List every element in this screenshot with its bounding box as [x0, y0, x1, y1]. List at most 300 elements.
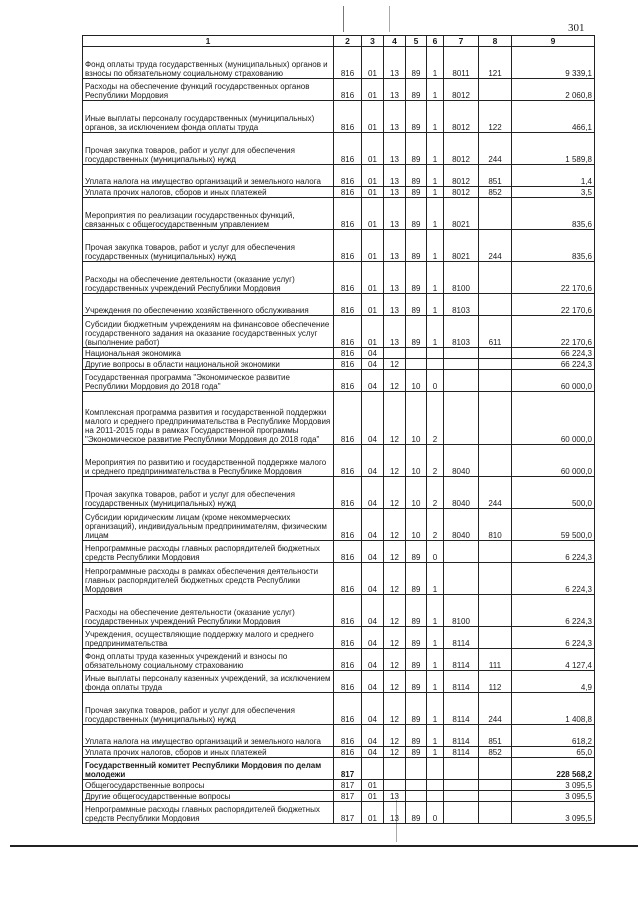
row-code-cell: 04	[362, 595, 384, 627]
row-name-cell: Расходы на обеспечение деятельности (оказание услуг) государственных учреждений Республики Мордовия	[83, 595, 334, 627]
row-code-cell: 816	[334, 595, 362, 627]
row-name-cell: Расходы на обеспечение функций государственных органов Республики Мордовия	[83, 79, 334, 101]
row-code-cell: 89	[406, 230, 427, 262]
row-code-cell	[479, 758, 512, 780]
row-sum-cell: 3 095,5	[512, 791, 595, 802]
row-code-cell: 816	[334, 348, 362, 359]
row-sum-cell: 6 224,3	[512, 595, 595, 627]
row-code-cell: 12	[384, 693, 406, 725]
row-code-cell: 13	[384, 101, 406, 133]
row-code-cell: 13	[384, 187, 406, 198]
header-cell: 2	[334, 36, 362, 47]
row-code-cell	[406, 780, 427, 791]
row-code-cell: 816	[334, 392, 362, 445]
row-code-cell	[479, 780, 512, 791]
row-code-cell: 13	[384, 802, 406, 824]
row-code-cell: 2	[427, 445, 444, 477]
row-code-cell	[479, 595, 512, 627]
row-code-cell: 13	[384, 198, 406, 230]
table-row	[83, 509, 595, 541]
page-number: 301	[568, 22, 585, 34]
row-code-cell: 12	[384, 359, 406, 370]
row-code-cell: 1	[427, 316, 444, 348]
row-sum-cell: 60 000,0	[512, 370, 595, 392]
row-code-cell: 01	[362, 47, 384, 79]
table-row	[83, 445, 595, 477]
header-cell: 7	[444, 36, 479, 47]
row-name-cell: Расходы на обеспечение деятельности (оказание услуг) государственных учреждений Республики Мордовия	[83, 262, 334, 294]
row-name-cell: Другие вопросы в области национальной экономики	[83, 359, 334, 370]
row-code-cell: 852	[479, 187, 512, 198]
row-code-cell: 13	[384, 79, 406, 101]
row-code-cell: 04	[362, 671, 384, 693]
row-code-cell: 01	[362, 187, 384, 198]
row-code-cell: 12	[384, 509, 406, 541]
row-code-cell	[479, 79, 512, 101]
row-code-cell: 8114	[444, 693, 479, 725]
row-code-cell: 04	[362, 477, 384, 509]
row-code-cell	[362, 758, 384, 780]
row-code-cell: 89	[406, 671, 427, 693]
row-code-cell: 816	[334, 79, 362, 101]
row-code-cell: 816	[334, 47, 362, 79]
header-cell: 3	[362, 36, 384, 47]
row-code-cell: 04	[362, 348, 384, 359]
row-code-cell: 2	[427, 392, 444, 445]
row-code-cell	[384, 348, 406, 359]
row-code-cell	[444, 348, 479, 359]
row-code-cell: 851	[479, 165, 512, 187]
row-code-cell: 13	[384, 230, 406, 262]
row-code-cell: 01	[362, 79, 384, 101]
table-row	[83, 392, 595, 445]
row-code-cell: 89	[406, 693, 427, 725]
row-sum-cell: 228 568,2	[512, 758, 595, 780]
row-code-cell: 12	[384, 541, 406, 563]
row-name-cell: Прочая закупка товаров, работ и услуг для обеспечения государственных (муниципальных) нужд	[83, 230, 334, 262]
row-code-cell: 89	[406, 165, 427, 187]
row-code-cell: 8012	[444, 101, 479, 133]
row-code-cell: 816	[334, 563, 362, 595]
row-code-cell: 8040	[444, 509, 479, 541]
row-code-cell	[406, 348, 427, 359]
row-code-cell: 0	[427, 802, 444, 824]
row-sum-cell: 60 000,0	[512, 445, 595, 477]
row-sum-cell: 835,6	[512, 230, 595, 262]
row-code-cell: 01	[362, 262, 384, 294]
row-code-cell: 1	[427, 627, 444, 649]
row-code-cell: 04	[362, 445, 384, 477]
row-sum-cell: 1 589,8	[512, 133, 595, 165]
table-row	[83, 802, 595, 824]
row-code-cell: 01	[362, 230, 384, 262]
row-name-cell: Непрограммные расходы главных распорядителей бюджетных средств Республики Мордовия	[83, 541, 334, 563]
table-row	[83, 627, 595, 649]
row-sum-cell: 6 224,3	[512, 563, 595, 595]
row-code-cell: 89	[406, 802, 427, 824]
row-sum-cell: 500,0	[512, 477, 595, 509]
table-row	[83, 101, 595, 133]
row-name-cell: Комплексная программа развития и государственной поддержки малого и среднего предпринимательства в Республике Мордовия на 2011-2015 годы в рамках Государственной программы "Экономическое развитие Республики Мордовия до 2018 года"	[83, 392, 334, 445]
row-sum-cell: 4,9	[512, 671, 595, 693]
row-code-cell: 01	[362, 791, 384, 802]
row-code-cell: 01	[362, 780, 384, 791]
row-code-cell: 1	[427, 671, 444, 693]
budget-table	[82, 35, 595, 824]
row-code-cell: 8114	[444, 627, 479, 649]
row-code-cell: 89	[406, 595, 427, 627]
row-code-cell	[479, 294, 512, 316]
row-code-cell: 01	[362, 802, 384, 824]
row-code-cell: 8040	[444, 477, 479, 509]
table-row	[83, 79, 595, 101]
row-code-cell: 04	[362, 563, 384, 595]
row-code-cell: 8011	[444, 47, 479, 79]
row-code-cell: 1	[427, 101, 444, 133]
row-code-cell: 8012	[444, 187, 479, 198]
table-row	[83, 47, 595, 79]
row-code-cell: 89	[406, 541, 427, 563]
table-row	[83, 541, 595, 563]
row-sum-cell: 1,4	[512, 165, 595, 187]
row-code-cell	[406, 791, 427, 802]
row-code-cell: 04	[362, 693, 384, 725]
row-code-cell	[444, 758, 479, 780]
table-row	[83, 780, 595, 791]
row-code-cell: 01	[362, 198, 384, 230]
header-cell: 9	[512, 36, 595, 47]
row-code-cell: 851	[479, 725, 512, 747]
header-cell: 4	[384, 36, 406, 47]
row-sum-cell: 9 339,1	[512, 47, 595, 79]
row-code-cell: 816	[334, 627, 362, 649]
row-code-cell: 244	[479, 133, 512, 165]
row-code-cell: 1	[427, 230, 444, 262]
row-name-cell: Уплата прочих налогов, сборов и иных платежей	[83, 747, 334, 758]
row-code-cell	[444, 359, 479, 370]
row-code-cell: 12	[384, 477, 406, 509]
row-sum-cell: 1 408,8	[512, 693, 595, 725]
row-name-cell: Субсидии бюджетным учреждениям на финансовое обеспечение государственного задания на оказание государственных услуг (выполнение работ)	[83, 316, 334, 348]
row-code-cell	[479, 541, 512, 563]
row-code-cell: 13	[384, 165, 406, 187]
row-name-cell: Другие общегосударственные вопросы	[83, 791, 334, 802]
row-code-cell: 816	[334, 671, 362, 693]
row-code-cell: 12	[384, 649, 406, 671]
row-code-cell: 13	[384, 47, 406, 79]
row-name-cell: Уплата налога на имущество организаций и земельного налога	[83, 165, 334, 187]
table-row	[83, 370, 595, 392]
row-code-cell	[479, 392, 512, 445]
table-row	[83, 316, 595, 348]
table-row	[83, 791, 595, 802]
row-code-cell: 89	[406, 725, 427, 747]
row-code-cell: 01	[362, 316, 384, 348]
row-code-cell	[406, 359, 427, 370]
row-code-cell: 89	[406, 563, 427, 595]
row-code-cell: 1	[427, 725, 444, 747]
table-row	[83, 747, 595, 758]
row-sum-cell: 835,6	[512, 198, 595, 230]
row-sum-cell: 59 500,0	[512, 509, 595, 541]
row-code-cell	[479, 445, 512, 477]
table-row	[83, 359, 595, 370]
row-code-cell: 10	[406, 477, 427, 509]
table-header-row	[83, 36, 595, 47]
page-bottom-rule	[10, 845, 638, 847]
row-code-cell: 816	[334, 133, 362, 165]
row-code-cell: 1	[427, 198, 444, 230]
row-code-cell: 12	[384, 725, 406, 747]
row-code-cell: 12	[384, 627, 406, 649]
row-code-cell	[479, 348, 512, 359]
row-code-cell: 816	[334, 187, 362, 198]
row-code-cell: 8114	[444, 671, 479, 693]
row-code-cell: 89	[406, 316, 427, 348]
row-code-cell: 01	[362, 101, 384, 133]
row-code-cell: 816	[334, 165, 362, 187]
row-name-cell: Прочая закупка товаров, работ и услуг для обеспечения государственных (муниципальных) нужд	[83, 693, 334, 725]
row-name-cell: Иные выплаты персоналу государственных (муниципальных) органов, за исключением фонда оплаты труда	[83, 101, 334, 133]
row-code-cell: 04	[362, 649, 384, 671]
header-cell: 8	[479, 36, 512, 47]
row-code-cell: 1	[427, 133, 444, 165]
row-code-cell: 12	[384, 747, 406, 758]
row-code-cell	[406, 758, 427, 780]
row-sum-cell: 3,5	[512, 187, 595, 198]
row-code-cell: 10	[406, 445, 427, 477]
row-code-cell: 8103	[444, 294, 479, 316]
row-code-cell: 04	[362, 725, 384, 747]
row-code-cell: 12	[384, 671, 406, 693]
row-code-cell: 12	[384, 563, 406, 595]
row-code-cell: 1	[427, 165, 444, 187]
scan-mark-top	[343, 6, 344, 32]
row-code-cell: 04	[362, 509, 384, 541]
row-code-cell: 89	[406, 627, 427, 649]
row-code-cell: 816	[334, 649, 362, 671]
row-code-cell: 12	[384, 595, 406, 627]
row-code-cell: 8012	[444, 165, 479, 187]
row-name-cell: Общегосударственные вопросы	[83, 780, 334, 791]
row-code-cell: 816	[334, 725, 362, 747]
row-code-cell: 04	[362, 392, 384, 445]
row-code-cell: 1	[427, 595, 444, 627]
row-code-cell: 816	[334, 693, 362, 725]
row-name-cell: Иные выплаты персоналу казенных учреждений, за исключением фонда оплаты труда	[83, 671, 334, 693]
row-name-cell: Непрограммные расходы в рамках обеспечения деятельности главных распорядителей бюджетных средств Республики Мордовия	[83, 563, 334, 595]
row-code-cell	[444, 563, 479, 595]
row-code-cell: 89	[406, 262, 427, 294]
row-code-cell: 810	[479, 509, 512, 541]
row-name-cell: Учреждения по обеспечению хозяйственного обслуживания	[83, 294, 334, 316]
row-code-cell: 8100	[444, 595, 479, 627]
row-name-cell: Субсидии юридическим лицам (кроме некоммерческих организаций), индивидуальным предпринимателям, физическим лицам	[83, 509, 334, 541]
row-code-cell: 8012	[444, 79, 479, 101]
row-code-cell	[479, 802, 512, 824]
row-code-cell: 817	[334, 758, 362, 780]
row-code-cell	[444, 791, 479, 802]
row-code-cell	[479, 370, 512, 392]
row-code-cell: 0	[427, 370, 444, 392]
row-code-cell: 1	[427, 563, 444, 595]
row-name-cell: Мероприятия по реализации государственных функций, связанных с общегосударственным управлением	[83, 198, 334, 230]
row-code-cell: 816	[334, 747, 362, 758]
table-body	[83, 47, 595, 824]
row-code-cell: 8021	[444, 198, 479, 230]
row-code-cell: 01	[362, 133, 384, 165]
row-sum-cell: 65,0	[512, 747, 595, 758]
table-row	[83, 693, 595, 725]
row-code-cell: 04	[362, 541, 384, 563]
row-code-cell: 816	[334, 445, 362, 477]
row-code-cell: 817	[334, 802, 362, 824]
row-code-cell: 8021	[444, 230, 479, 262]
table-row	[83, 198, 595, 230]
row-code-cell: 816	[334, 359, 362, 370]
table-row	[83, 671, 595, 693]
row-code-cell: 816	[334, 477, 362, 509]
row-code-cell: 04	[362, 627, 384, 649]
row-sum-cell: 466,1	[512, 101, 595, 133]
row-code-cell: 12	[384, 370, 406, 392]
table-row	[83, 294, 595, 316]
table-row	[83, 477, 595, 509]
row-code-cell: 01	[362, 165, 384, 187]
row-sum-cell: 6 224,3	[512, 627, 595, 649]
row-code-cell: 112	[479, 671, 512, 693]
row-code-cell	[384, 780, 406, 791]
table-row	[83, 595, 595, 627]
row-code-cell: 8012	[444, 133, 479, 165]
row-name-cell: Фонд оплаты труда государственных (муниципальных) органов и взносы по обязательному социальному страхованию	[83, 47, 334, 79]
row-sum-cell: 60 000,0	[512, 392, 595, 445]
row-code-cell: 8103	[444, 316, 479, 348]
row-name-cell: Государственный комитет Республики Мордовия по делам молодежи	[83, 758, 334, 780]
row-code-cell: 89	[406, 187, 427, 198]
row-code-cell: 8114	[444, 725, 479, 747]
row-sum-cell: 2 060,8	[512, 79, 595, 101]
row-sum-cell: 66 224,3	[512, 359, 595, 370]
row-name-cell: Мероприятия по развитию и государственной поддержке малого и среднего предпринимательства в Республике Мордовия	[83, 445, 334, 477]
row-code-cell: 817	[334, 780, 362, 791]
row-code-cell	[479, 262, 512, 294]
row-code-cell: 13	[384, 133, 406, 165]
row-code-cell: 04	[362, 359, 384, 370]
row-code-cell: 121	[479, 47, 512, 79]
row-name-cell: Государственная программа "Экономическое развитие Республики Мордовия до 2018 года"	[83, 370, 334, 392]
table-row	[83, 348, 595, 359]
row-code-cell: 8114	[444, 747, 479, 758]
row-name-cell: Фонд оплаты труда казенных учреждений и взносы по обязательному социальному страхованию	[83, 649, 334, 671]
row-code-cell	[427, 780, 444, 791]
row-code-cell: 2	[427, 509, 444, 541]
row-code-cell: 816	[334, 509, 362, 541]
row-name-cell: Уплата налога на имущество организаций и земельного налога	[83, 725, 334, 747]
row-code-cell: 10	[406, 509, 427, 541]
table-row	[83, 133, 595, 165]
row-code-cell	[479, 198, 512, 230]
row-code-cell: 04	[362, 747, 384, 758]
row-sum-cell: 4 127,4	[512, 649, 595, 671]
row-code-cell: 611	[479, 316, 512, 348]
row-code-cell: 244	[479, 477, 512, 509]
row-sum-cell: 22 170,6	[512, 294, 595, 316]
row-sum-cell: 6 224,3	[512, 541, 595, 563]
row-code-cell: 2	[427, 477, 444, 509]
table-row	[83, 165, 595, 187]
row-code-cell: 816	[334, 198, 362, 230]
row-code-cell: 816	[334, 370, 362, 392]
row-code-cell	[444, 780, 479, 791]
row-code-cell: 816	[334, 316, 362, 348]
row-code-cell: 12	[384, 392, 406, 445]
table-row	[83, 187, 595, 198]
row-code-cell: 111	[479, 649, 512, 671]
row-code-cell	[427, 791, 444, 802]
row-code-cell: 89	[406, 198, 427, 230]
row-code-cell: 89	[406, 294, 427, 316]
row-code-cell: 1	[427, 79, 444, 101]
row-code-cell: 01	[362, 294, 384, 316]
row-name-cell: Прочая закупка товаров, работ и услуг для обеспечения государственных (муниципальных) нужд	[83, 133, 334, 165]
row-code-cell	[427, 758, 444, 780]
row-code-cell: 13	[384, 316, 406, 348]
row-code-cell: 1	[427, 649, 444, 671]
row-code-cell	[384, 758, 406, 780]
row-code-cell: 13	[384, 791, 406, 802]
row-code-cell: 816	[334, 262, 362, 294]
row-name-cell: Национальная экономика	[83, 348, 334, 359]
row-sum-cell: 22 170,6	[512, 316, 595, 348]
row-code-cell: 816	[334, 541, 362, 563]
row-code-cell: 89	[406, 79, 427, 101]
table-row	[83, 725, 595, 747]
header-cell: 5	[406, 36, 427, 47]
table-row	[83, 563, 595, 595]
header-cell: 6	[427, 36, 444, 47]
row-code-cell: 0	[427, 541, 444, 563]
row-code-cell: 122	[479, 101, 512, 133]
row-code-cell: 1	[427, 262, 444, 294]
table-row	[83, 262, 595, 294]
row-name-cell: Уплата прочих налогов, сборов и иных платежей	[83, 187, 334, 198]
row-code-cell	[444, 392, 479, 445]
row-code-cell: 1	[427, 294, 444, 316]
row-code-cell: 852	[479, 747, 512, 758]
row-name-cell: Учреждения, осуществляющие поддержку малого и среднего предпринимательства	[83, 627, 334, 649]
row-code-cell: 89	[406, 133, 427, 165]
header-cell: 1	[83, 36, 334, 47]
row-sum-cell: 3 095,5	[512, 780, 595, 791]
row-sum-cell: 22 170,6	[512, 262, 595, 294]
row-code-cell	[427, 359, 444, 370]
row-code-cell: 1	[427, 187, 444, 198]
row-sum-cell: 66 224,3	[512, 348, 595, 359]
row-code-cell: 1	[427, 693, 444, 725]
table-row	[83, 758, 595, 780]
row-code-cell: 89	[406, 747, 427, 758]
row-code-cell	[427, 348, 444, 359]
row-code-cell: 1	[427, 747, 444, 758]
row-name-cell: Непрограммные расходы главных распорядителей бюджетных средств Республики Мордовия	[83, 802, 334, 824]
row-sum-cell: 3 095,5	[512, 802, 595, 824]
row-code-cell: 244	[479, 230, 512, 262]
row-sum-cell: 618,2	[512, 725, 595, 747]
row-code-cell	[444, 541, 479, 563]
row-code-cell: 8040	[444, 445, 479, 477]
table-row	[83, 649, 595, 671]
